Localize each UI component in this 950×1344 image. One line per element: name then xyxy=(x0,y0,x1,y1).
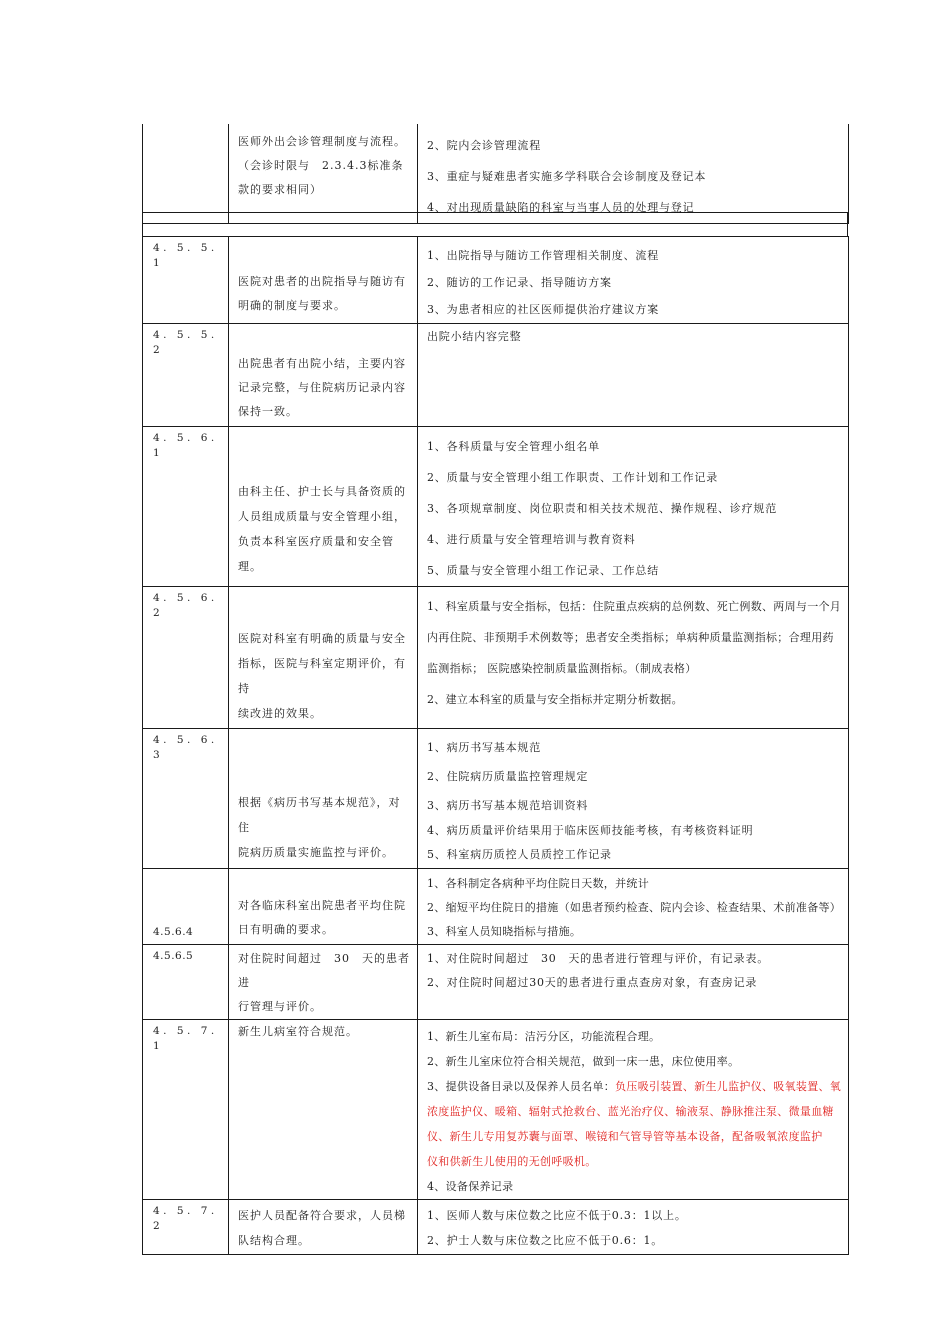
requirement-line: 3、为患者相应的社区医师提供治疗建议方案 xyxy=(427,303,659,316)
table-row xyxy=(143,324,849,427)
standard-code: 4. 5. 7. 1 xyxy=(153,1025,218,1052)
requirement-line: 3、病历书写基本规范培训资料 xyxy=(427,799,589,812)
requirement-line: 4、病历质量评价结果用于临床医师技能考核，有考核资料证明 xyxy=(427,824,754,837)
requirement-line: 1、出院指导与随访工作管理相关制度、流程 xyxy=(427,249,659,262)
table-row xyxy=(143,1200,849,1255)
requirement-line: 5、科室病历质控人员质控工作记录 xyxy=(427,848,612,861)
table-row xyxy=(143,729,849,869)
table-row xyxy=(143,1020,849,1200)
requirement-line: 4、进行质量与安全管理培训与教育资料 xyxy=(427,533,636,546)
equipment-list-highlight: 仪和供新生儿使用的无创呼吸机。 xyxy=(427,1155,597,1168)
continuation-table xyxy=(142,124,849,224)
description-line: 指标，医院与科室定期评价，有持 xyxy=(238,657,406,695)
requirement-line: 4、设备保养记录 xyxy=(427,1180,514,1193)
table-row xyxy=(143,237,849,324)
description-line: 医护人员配备符合要求，人员梯 xyxy=(238,1209,406,1222)
requirement-line: 1、各科制定各病种平均住院日天数，并统计 xyxy=(427,877,649,890)
table-row xyxy=(143,945,849,1020)
requirement-line: 4、对出现质量缺陷的科室与当事人员的处理与登记 xyxy=(427,201,695,214)
requirement-line: 监测指标； 医院感染控制质量监测指标。（制成表格） xyxy=(427,662,697,675)
requirement-line: 1、病历书写基本规范 xyxy=(427,741,541,754)
requirement-prefix: 3、提供设备目录以及保养人员名单： xyxy=(427,1080,616,1093)
requirement-line: 2、缩短平均住院日的措施（如患者预约检查、院内会诊、检查结果、术前准备等） xyxy=(427,901,842,914)
description-line: 新生儿病室符合规范。 xyxy=(238,1025,358,1038)
equipment-list-highlight: 负压吸引装置、新生儿监护仪、吸氧装置、氧 xyxy=(615,1080,842,1093)
description-line: 续改进的效果。 xyxy=(238,707,322,720)
description-line: 人员组成质量与安全管理小组， xyxy=(238,510,406,523)
standard-code: 4. 5. 5. 1 xyxy=(153,242,218,269)
description-line: 医院对患者的出院指导与随访有 xyxy=(238,275,406,288)
description-line: （会诊时限与 2.3.4.3标准条 xyxy=(238,159,404,172)
requirement-line: 1、对住院时间超过 30 天的患者进行管理与评价，有记录表。 xyxy=(427,952,769,965)
standard-code: 4.5.6.5 xyxy=(153,950,194,962)
standard-code: 4. 5. 6. 3 xyxy=(153,734,218,761)
requirement-line xyxy=(427,1074,844,1099)
table-row xyxy=(143,427,849,587)
description-line: 队结构合理。 xyxy=(238,1234,310,1247)
description-line: 院病历质量实施监控与评价。 xyxy=(238,846,394,859)
description-line: 日有明确的要求。 xyxy=(238,923,334,936)
description-line: 医院对科室有明确的质量与安全 xyxy=(238,632,406,645)
requirement-line: 2、建立本科室的质量与安全指标并定期分析数据。 xyxy=(427,693,683,706)
requirement-line: 2、随访的工作记录、指导随访方案 xyxy=(427,276,612,289)
requirement-line: 3、重症与疑难患者实施多学科联合会诊制度及登记本 xyxy=(427,170,707,183)
description-line: 理。 xyxy=(238,560,262,573)
description-line: 负责本科室医疗质量和安全管 xyxy=(238,535,394,548)
table-row xyxy=(143,587,849,729)
requirement-line: 3、各项规章制度、岗位职责和相关技术规范、操作规程、诊疗规范 xyxy=(427,502,777,515)
equipment-list-highlight: 浓度监护仪、暖箱、辐射式抢救台、蓝光治疗仪、输液泵、静脉推注泵、微量血糖 xyxy=(427,1105,834,1118)
requirement-line: 2、院内会诊管理流程 xyxy=(427,139,541,152)
description-line: 行管理与评价。 xyxy=(238,1000,322,1013)
requirement-line: 1、医师人数与床位数之比应不低于0.3：1以上。 xyxy=(427,1209,687,1222)
requirement-line: 2、质量与安全管理小组工作职责、工作计划和工作记录 xyxy=(427,471,718,484)
standard-code: 4. 5. 6. 1 xyxy=(153,432,218,459)
requirement-line: 内再住院、非预期手术例数等；患者安全类指标；单病种质量监测指标；合理用药 xyxy=(427,631,834,644)
requirement-line: 2、护士人数与床位数之比应不低于0.6：1。 xyxy=(427,1234,664,1247)
description-line: 对各临床科室出院患者平均住院 xyxy=(238,899,406,912)
description-line: 记录完整，与住院病历记录内容 xyxy=(238,381,406,394)
requirement-line: 出院小结内容完整 xyxy=(427,330,522,343)
continuation-code-cell xyxy=(143,124,229,224)
requirement-line: 2、对住院时间超过30天的患者进行重点查房对象，有查房记录 xyxy=(427,976,758,989)
standard-code: 4. 5. 7. 2 xyxy=(153,1205,218,1232)
description-line: 医师外出会诊管理制度与流程。 xyxy=(238,135,406,148)
page-break-separator xyxy=(142,212,848,236)
requirement-line: 1、各科质量与安全管理小组名单 xyxy=(427,440,600,453)
equipment-list-highlight: 仪、新生儿专用复苏囊与面罩、喉镜和气管导管等基本设备，配备吸氧浓度监护 xyxy=(427,1130,823,1143)
continuation-description-cell xyxy=(229,124,418,224)
standard-code: 4. 5. 6. 2 xyxy=(153,592,218,619)
description-line: 明确的制度与要求。 xyxy=(238,299,346,312)
requirement-line: 1、新生儿室布局：洁污分区，功能流程合理。 xyxy=(427,1030,661,1043)
description-line: 对住院时间超过 30 天的患者进 xyxy=(238,952,410,989)
requirement-line: 1、科室质量与安全指标，包括：住院重点疾病的总例数、死亡例数、两周与一个月 xyxy=(427,600,842,613)
description-line: 保持一致。 xyxy=(238,405,298,418)
description-line: 根据《病历书写基本规范》，对住 xyxy=(238,796,401,834)
continuation-requirements-cell xyxy=(418,124,849,224)
standard-code: 4. 5. 5. 2 xyxy=(153,329,218,356)
requirement-line: 5、质量与安全管理小组工作记录、工作总结 xyxy=(427,564,659,577)
description-line: 出院患者有出院小结，主要内容 xyxy=(238,357,406,370)
requirement-line: 2、住院病历质量监控管理规定 xyxy=(427,770,589,783)
requirement-line: 2、新生儿室床位符合相关规范，做到一床一患，床位使用率。 xyxy=(427,1055,740,1068)
description-line: 由科主任、护士长与具备资质的 xyxy=(238,485,406,498)
requirement-line: 3、科室人员知晓指标与措施。 xyxy=(427,925,582,938)
standard-code: 4.5.6.4 xyxy=(153,926,194,938)
description-line: 款的要求相同） xyxy=(238,183,322,196)
standards-table xyxy=(142,236,849,1255)
table-row xyxy=(143,869,849,945)
